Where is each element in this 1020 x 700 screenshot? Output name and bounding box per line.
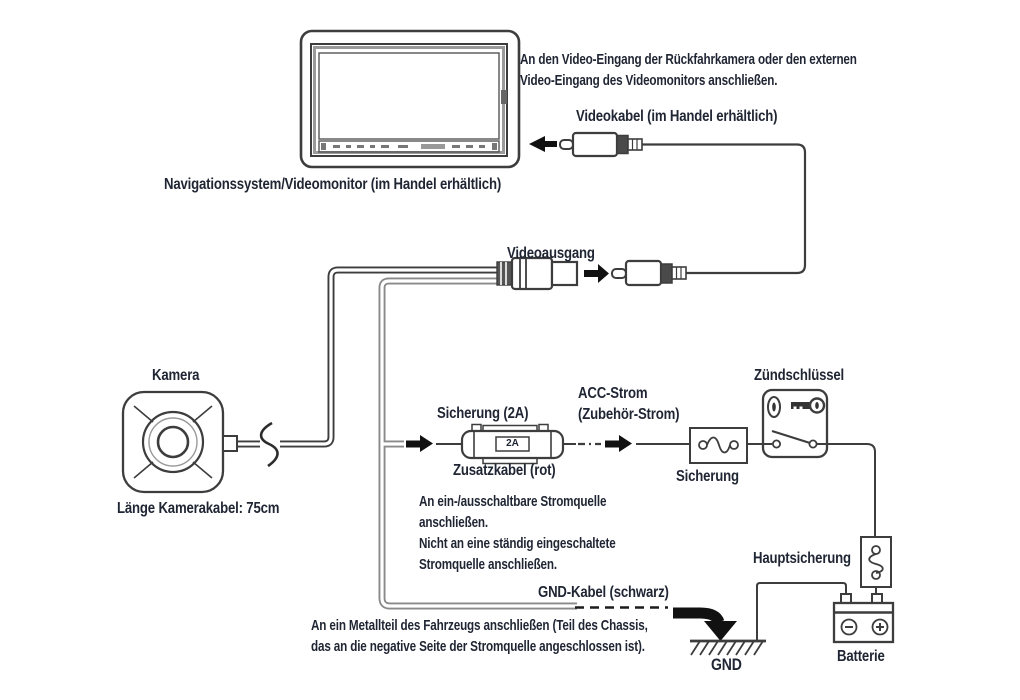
note-power-line4: Stromquelle anschließen. bbox=[419, 556, 557, 573]
arrow-right-icon bbox=[584, 264, 609, 283]
note-ground-line1: An ein Metallteil des Fahrzeugs anschließen (Teil des Chassis, bbox=[311, 617, 648, 634]
label-hauptsicherung: Hauptsicherung bbox=[753, 550, 851, 567]
note-power-line3: Nicht an eine ständig eingeschaltete bbox=[419, 535, 616, 552]
label-gnd-kabel: GND-Kabel (schwarz) bbox=[538, 584, 669, 601]
label-kamera: Kamera bbox=[152, 367, 200, 384]
fuse-rating-text: 2A bbox=[506, 438, 519, 449]
arrow-right-icon bbox=[406, 435, 433, 452]
label-zusatzkabel: Zusatzkabel (rot) bbox=[453, 462, 556, 479]
arrow-left-icon bbox=[529, 136, 557, 152]
note-video-input-line1: An den Video-Eingang der Rückfahrkamera oder den externen bbox=[520, 51, 857, 68]
note-video-input-line2: Video-Eingang des Videomonitors anschließen. bbox=[520, 72, 778, 89]
note-power-line2: anschließen. bbox=[419, 514, 489, 531]
label-kamera-kabel: Länge Kamerakabel: 75cm bbox=[117, 500, 280, 517]
label-videokabel: Videokabel (im Handel erhältlich) bbox=[576, 108, 778, 125]
label-sicherung: Sicherung bbox=[676, 468, 739, 485]
battery-plus-icon bbox=[873, 620, 888, 635]
label-sicherung-2a: Sicherung (2A) bbox=[437, 405, 529, 422]
label-acc-strom: ACC-Strom bbox=[578, 385, 648, 402]
label-zubehoer-strom: (Zubehör-Strom) bbox=[578, 406, 680, 423]
label-batterie: Batterie bbox=[837, 648, 885, 665]
fuse-symbol-icon bbox=[690, 428, 747, 463]
arrow-right-icon bbox=[605, 435, 632, 452]
videoausgang-rca-plug-icon bbox=[612, 261, 686, 285]
battery-ground-wire bbox=[757, 583, 846, 640]
gnd-arrow-icon bbox=[673, 613, 737, 641]
battery-minus-icon bbox=[842, 620, 857, 635]
camera-icon bbox=[123, 392, 237, 492]
label-gnd: GND bbox=[711, 656, 742, 674]
note-power-line1: An ein-/ausschaltbare Stromquelle bbox=[419, 493, 607, 510]
monitor-icon bbox=[301, 31, 519, 167]
battery-icon bbox=[834, 594, 893, 642]
ignition-switch-icon bbox=[763, 390, 827, 457]
note-ground-line2: das an die negative Seite der Stromquelle angeschlossen ist). bbox=[311, 638, 645, 655]
main-fuse-icon bbox=[861, 537, 891, 587]
label-videoausgang: Videoausgang bbox=[507, 245, 595, 262]
label-monitor: Navigationssystem/Videomonitor (im Handel erhältlich) bbox=[164, 176, 502, 193]
cable-break-icon bbox=[261, 423, 277, 466]
videokabel-wire bbox=[642, 145, 805, 274]
ground-symbol-icon bbox=[690, 641, 766, 655]
label-zuendschluessel: Zündschlüssel bbox=[754, 367, 845, 384]
